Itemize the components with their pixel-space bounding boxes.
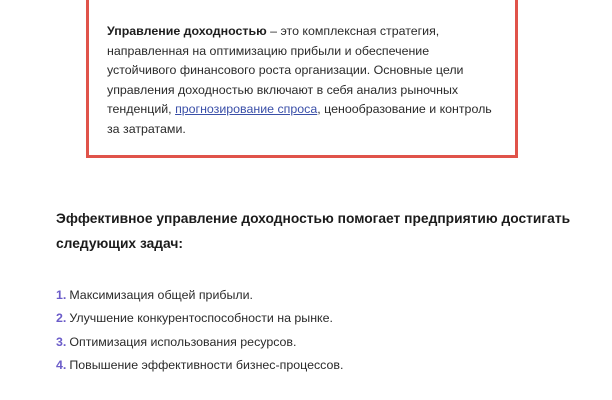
list-item-text: Повышение эффективности бизнес-процессов.: [69, 358, 344, 373]
list-item: [56, 331, 343, 354]
list-item: [56, 307, 343, 330]
section-heading: Эффективное управление доходностью помогает предприятию достигать следующих задач:: [56, 211, 571, 251]
callout-text-after-link: , ценообразование и контроль за затратами.: [107, 102, 492, 136]
list-item-number: 3.: [56, 334, 67, 349]
demand-forecasting-link[interactable]: прогнозирование спроса: [175, 102, 318, 117]
task-list: [56, 284, 343, 378]
callout-text: [107, 22, 499, 140]
list-item: [56, 354, 343, 377]
callout-term: Управление доходностью: [107, 24, 267, 38]
list-item-text: Максимизация общей прибыли.: [69, 288, 253, 302]
callout-text-before-link: – это комплексная стратегия, направленная на оптимизацию прибыли и обеспечение устойчивого финансового роста организации. Основные цели управления доходностью включают в себя анализ рыночных тенденций,: [107, 24, 464, 117]
list-item-number: 4.: [56, 358, 67, 373]
definition-callout: [86, 0, 518, 158]
list-item-number: 1.: [56, 288, 67, 302]
list-item: [56, 284, 343, 307]
list-item-text: Оптимизация использования ресурсов.: [69, 334, 297, 349]
list-item-text: Улучшение конкурентоспособности на рынке.: [69, 311, 333, 326]
list-item-number: 2.: [56, 311, 67, 326]
